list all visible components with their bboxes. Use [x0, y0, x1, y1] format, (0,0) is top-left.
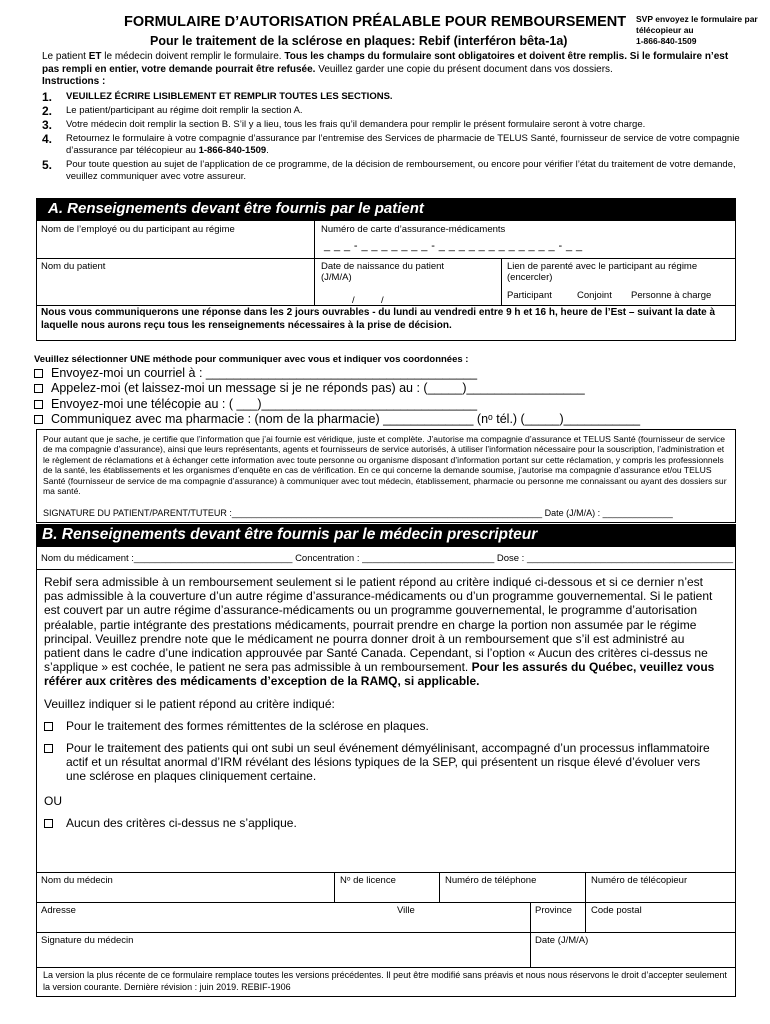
contact-option-text: Appelez-moi (et laissez-moi un message si je ne réponds pas) au : (_____)_________________ — [51, 381, 585, 396]
physician-name-field[interactable]: Nom du médecin — [41, 875, 113, 886]
relation-option-participant[interactable]: Participant — [507, 290, 552, 301]
patient-name-field[interactable] — [41, 275, 311, 303]
card-number-field[interactable]: _ _ _ - _ _ _ _ _ _ _ - _ _ _ _ _ _ _ _ _ _ _ _ - _ _ — [324, 240, 583, 252]
divider — [314, 221, 315, 305]
relation-option-spouse[interactable]: Conjoint — [577, 290, 612, 301]
contact-option-text: Envoyez-moi un courriel à : _______________________________________ — [51, 366, 478, 380]
fax-note-number: 1-866-840-1509 — [636, 36, 697, 46]
fax-field[interactable]: Numéro de télécopieur — [591, 875, 688, 886]
fax-note-line2: télécopieur au — [636, 25, 694, 35]
relation-hint: (encercler) — [507, 272, 553, 283]
intro-part3: le médecin doivent remplir le formulaire. — [101, 51, 285, 62]
instruction-item-4 — [42, 132, 747, 158]
intro-part2: ET — [88, 51, 102, 62]
instruction-text — [66, 132, 747, 157]
criterion-text: Pour le traitement des patients qui ont subi un seul événement démyélinisant, accompagné d’un processus inflammatoire actif et un résultat anormal d’IRM révélant des lésions typiques de la SEP, qui présentent un risque élevé d’évoluer vers une sclérose en plaques cliniquement certaine. — [66, 741, 710, 784]
or-label: OU — [44, 794, 62, 808]
checkbox[interactable] — [34, 384, 43, 393]
contact-option-text: Communiquez avec ma pharmacie : (nom de la pharmacie) _____________ (nᵒ tél.) (_____)___________ — [51, 411, 641, 426]
instruction-item-2 — [42, 104, 747, 118]
instructions-title: Instructions : — [42, 76, 106, 87]
footer-text: La version la plus récente de ce formulaire remplace toutes les versions précédentes. Il peut être modifié sans préavis et nous nous réservons le droit d’accepter seulement la version courante. Dernière révision : juin 2019. REBIF-1906 — [43, 970, 727, 992]
dob-label: Date de naissance du patient — [321, 261, 445, 272]
intro-paragraph — [42, 51, 747, 76]
instruction-number: 2. — [42, 104, 53, 118]
instruction-number: 3. — [42, 118, 53, 132]
criterion-1 — [44, 719, 714, 733]
divider — [37, 872, 735, 873]
fax-note-line1: SVP envoyez le formulaire par — [636, 14, 758, 24]
divider — [530, 902, 531, 932]
eligibility-paragraph — [44, 575, 720, 689]
contact-prompt: Veuillez sélectionner UNE méthode pour communiquer avec vous et indiquer vos coordonnées : — [34, 354, 469, 365]
employee-name-field[interactable] — [41, 237, 311, 255]
response-notice: Nous vous communiquerons une réponse dans les 2 jours ouvrables - du lundi au vendredi entre 9 h et 16 h, heure de l’Est – suivant la date à laquelle nous aurons reçu tous les renseignements nécessaires à la prise de décision. — [41, 307, 716, 331]
instruction-text: VEUILLEZ ÉCRIRE LISIBLEMENT ET REMPLIR TOUTES LES SECTIONS. — [66, 91, 393, 102]
consent-box — [36, 429, 736, 523]
quebec-note: Pour les assurés du Québec, veuillez vous référer aux critères des médicaments d’exception de la RAMQ, si applicable. — [44, 660, 715, 689]
divider — [530, 932, 531, 967]
contact-option-text: Envoyez-moi une télécopie au : ( ___)_______________________________ — [51, 396, 478, 411]
divider — [585, 872, 586, 902]
criterion-text: Pour le traitement des formes rémittentes de la sclérose en plaques. — [66, 719, 429, 733]
relation-option-dependent[interactable]: Personne à charge — [631, 290, 712, 301]
form-title: FORMULAIRE D’AUTORISATION PRÉALABLE POUR REMBOURSEMENT — [124, 14, 627, 30]
fax-note — [636, 14, 768, 47]
contact-option-email — [34, 366, 640, 381]
fax-number: 1-866-840-1509 — [198, 145, 267, 156]
instruction-item-3 — [42, 118, 747, 132]
license-field[interactable]: Nᵒ de licence — [340, 875, 396, 886]
checkbox[interactable] — [34, 415, 43, 424]
dob-format: (J/M/A) — [321, 272, 352, 283]
employee-name-label: Nom de l’employé ou du participant au régime — [41, 224, 235, 235]
divider — [334, 872, 335, 902]
footer-box — [36, 967, 736, 997]
instructions-list — [42, 90, 747, 184]
checkbox[interactable] — [44, 819, 53, 828]
contact-option-phone — [34, 381, 640, 396]
address-field[interactable]: Adresse — [41, 905, 76, 916]
divider — [37, 902, 735, 903]
criteria-prompt: Veuillez indiquer si le patient répond au critère indiqué: — [44, 697, 335, 711]
section-a-heading: A. Renseignements devant être fournis par le patient — [36, 198, 736, 220]
instruction-number: 1. — [42, 90, 53, 104]
criterion-text: Aucun des critères ci-dessus ne s’applique. — [66, 816, 297, 830]
card-number-label: Numéro de carte d’assurance-médicaments — [321, 224, 506, 235]
physician-signature-field[interactable]: Signature du médecin — [41, 935, 134, 946]
divider — [439, 872, 440, 902]
intro-part1: Le patient — [42, 51, 89, 62]
dob-field[interactable]: / / — [352, 295, 384, 306]
relation-label: Lien de parenté avec le participant au régime — [507, 261, 698, 272]
instruction-number: 4. — [42, 132, 53, 146]
divider — [37, 569, 735, 570]
contact-option-pharmacy — [34, 412, 640, 427]
phone-field[interactable]: Numéro de téléphone — [445, 875, 537, 886]
patient-name-label: Nom du patient — [41, 261, 106, 272]
checkbox[interactable] — [44, 722, 53, 731]
city-field[interactable]: Ville — [397, 905, 415, 916]
contact-options — [34, 366, 640, 427]
eligibility-text: Rebif sera admissible à un remboursement seulement si le patient répond au critère indiqué ci-dessous et si ce dernier n’est pas admissible à la couverture d’un autre régime d’assurance-médicaments ou d’un programme gouvernemental. Si le patient est couvert par un autre régime d’assurance-médicaments ou un programme gouvernemental, le programme d’autorisation préalable, partie intégrante des prestations médicaments, pourrait prendre en charge la portion non assumée par le régime principal. Veuillez prendre note que le médicament ne pourra donner droit à un remboursement que s’il est administré au patient dans le cadre d’une indication approuvée par Santé Canada. Cependant, si l’option « Aucun des critères ci-dessus ne s’applique » est cochée, le patient ne sera pas admissible à un remboursement. — [44, 575, 713, 675]
criterion-none — [44, 816, 714, 830]
date-field[interactable]: Date (J/M/A) — [535, 935, 589, 946]
instruction-number: 5. — [42, 158, 53, 172]
postal-code-field[interactable]: Code postal — [591, 905, 642, 916]
intro-part5: Veuillez garder une copie du présent document dans vos dossiers. — [315, 63, 613, 75]
section-b-heading: B. Renseignements devant être fournis par le médecin prescripteur — [36, 524, 736, 546]
instruction-text-end: . — [266, 145, 269, 156]
divider — [501, 258, 502, 305]
province-field[interactable]: Province — [535, 905, 572, 916]
section-a-fields — [36, 220, 736, 306]
instruction-text: Pour toute question au sujet de l’application de ce programme, de la décision de remboursement, ou encore pour vérifier l’état du traitement de votre demande, veuillez communiquer avec votre assureur. — [66, 159, 736, 182]
instruction-text: Votre médecin doit remplir la section B. S’il y a lieu, tous les frais qu’il demandera pour remplir le présent formulaire seront à votre charge. — [66, 119, 646, 130]
divider — [37, 258, 735, 259]
form-subtitle: Pour le traitement de la sclérose en plaques: Rebif (interféron bêta-1a) — [150, 34, 568, 48]
checkbox[interactable] — [34, 400, 43, 409]
instruction-item-5 — [42, 158, 747, 184]
checkbox[interactable] — [44, 744, 53, 753]
response-notice-box — [36, 305, 736, 341]
intro-part4: Tous les champs du formulaire sont obligatoires et doivent être remplis. Si le formulaire n’est pas rempli en entier, votre demande pourrait être refusée. — [42, 51, 729, 75]
divider — [585, 902, 586, 932]
checkbox[interactable] — [34, 369, 43, 378]
patient-signature-line[interactable]: SIGNATURE DU PATIENT/PARENT/TUTEUR :______________________________________________________________ Date (J/M/A) : ______________ — [43, 508, 673, 518]
divider — [37, 932, 735, 933]
section-b-body — [36, 546, 736, 968]
criterion-2 — [44, 741, 714, 784]
consent-text: Pour autant que je sache, je certifie que l’information que j’ai fournie est véridique, juste et complète. J’autorise ma compagnie d’assurance et TELUS Santé (fournisseur de service de ma compagnie d’assurance), ainsi que leurs représentants, agents et fournisseurs de service autorisés, à utiliser l’information nécessaire pour la souscription, l’administration et le règlement de réclamations et à échanger cette information avec toute personne ou organisme disposant d’information portant sur cette réclamation, y compris les professionnels de la santé, les établissements et les organismes d’enquête en cas de vérification. En ce qui concerne la demande soumise, j’autorise ma compagnie d’assurance et/ou TELUS Santé (fournisseur de service de ma compagnie d’assurance) à communiquer avec tout médecin, établissement, pharmacie ou personne me connaissant ou ayant des dossiers sur ma santé. — [43, 434, 727, 497]
instruction-text: Le patient/participant au régime doit remplir la section A. — [66, 105, 303, 116]
instruction-text-main: Retournez le formulaire à votre compagnie d’assurance par l’entremise des Services de pharmacie de TELUS Santé, fournisseur de service de votre compagnie d’assurance par télécopieur au — [66, 133, 740, 156]
drug-fields-line[interactable]: Nom du médicament :______________________________ Concentration : _________________________ Dose : _______________________________________ — [41, 553, 734, 564]
instruction-item-1 — [42, 90, 747, 104]
contact-option-fax — [34, 397, 640, 412]
